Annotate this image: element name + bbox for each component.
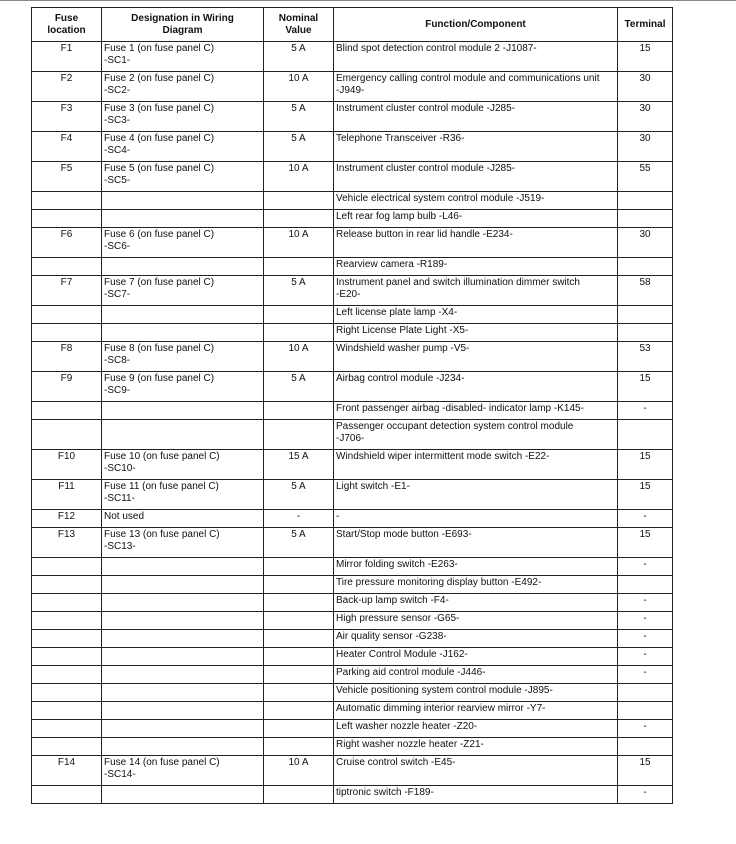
- nominal-value-cell: 10 A: [264, 162, 334, 192]
- function-component-cell: Airbag control module -J234-: [334, 372, 618, 402]
- fuse-table-body: [32, 42, 673, 804]
- terminal-cell: 30: [618, 102, 673, 132]
- table-row: [32, 72, 673, 102]
- header-function-component-text: Function/Component: [425, 18, 526, 30]
- designation-cell: [102, 666, 264, 684]
- terminal-cell: [618, 576, 673, 594]
- fuse-location-cell: F1: [32, 42, 102, 72]
- table-row: [32, 786, 673, 804]
- function-component-cell: tiptronic switch -F189-: [334, 786, 618, 804]
- header-nominal-value: [264, 8, 334, 42]
- nominal-value-cell: [264, 630, 334, 648]
- terminal-cell: 15: [618, 480, 673, 510]
- fuse-location-cell: [32, 306, 102, 324]
- function-component-cell: Parking aid control module -J446-: [334, 666, 618, 684]
- top-rule: [0, 0, 736, 1]
- fuse-location-cell: [32, 648, 102, 666]
- nominal-value-cell: [264, 306, 334, 324]
- terminal-cell: [618, 738, 673, 756]
- table-row: [32, 666, 673, 684]
- nominal-value-cell: [264, 594, 334, 612]
- function-component-cell: Passenger occupant detection system control module -J706-: [334, 420, 618, 450]
- table-row: [32, 630, 673, 648]
- fuse-location-cell: [32, 702, 102, 720]
- fuse-table: [31, 7, 673, 804]
- fuse-location-cell: F3: [32, 102, 102, 132]
- designation-cell: [102, 192, 264, 210]
- terminal-cell: -: [618, 786, 673, 804]
- function-component-cell: Vehicle positioning system control module -J895-: [334, 684, 618, 702]
- nominal-value-cell: 5 A: [264, 276, 334, 306]
- table-row: [32, 576, 673, 594]
- nominal-value-cell: 5 A: [264, 480, 334, 510]
- designation-cell: Fuse 1 (on fuse panel C) -SC1-: [102, 42, 264, 72]
- terminal-cell: [618, 684, 673, 702]
- designation-cell: Fuse 11 (on fuse panel C) -SC11-: [102, 480, 264, 510]
- fuse-location-cell: F2: [32, 72, 102, 102]
- function-component-cell: Instrument panel and switch illumination dimmer switch -E20-: [334, 276, 618, 306]
- terminal-cell: -: [618, 558, 673, 576]
- terminal-cell: -: [618, 402, 673, 420]
- table-row: [32, 420, 673, 450]
- terminal-cell: -: [618, 510, 673, 528]
- nominal-value-cell: [264, 258, 334, 276]
- function-component-cell: Rearview camera -R189-: [334, 258, 618, 276]
- header-designation: [102, 8, 264, 42]
- fuse-location-cell: F9: [32, 372, 102, 402]
- fuse-location-cell: F4: [32, 132, 102, 162]
- terminal-cell: -: [618, 666, 673, 684]
- function-component-cell: Cruise control switch -E45-: [334, 756, 618, 786]
- nominal-value-cell: 10 A: [264, 342, 334, 372]
- table-row: [32, 528, 673, 558]
- table-row: [32, 702, 673, 720]
- terminal-cell: 15: [618, 528, 673, 558]
- nominal-value-cell: [264, 786, 334, 804]
- nominal-value-cell: [264, 192, 334, 210]
- fuse-location-cell: [32, 684, 102, 702]
- terminal-cell: 15: [618, 756, 673, 786]
- function-component-cell: Tire pressure monitoring display button -E492-: [334, 576, 618, 594]
- terminal-cell: 30: [618, 228, 673, 258]
- designation-cell: [102, 210, 264, 228]
- terminal-cell: [618, 192, 673, 210]
- fuse-location-cell: [32, 324, 102, 342]
- fuse-location-cell: F12: [32, 510, 102, 528]
- designation-cell: [102, 786, 264, 804]
- nominal-value-cell: 10 A: [264, 228, 334, 258]
- nominal-value-cell: [264, 420, 334, 450]
- terminal-cell: -: [618, 630, 673, 648]
- function-component-cell: Back-up lamp switch -F4-: [334, 594, 618, 612]
- designation-cell: Not used: [102, 510, 264, 528]
- designation-cell: Fuse 8 (on fuse panel C) -SC8-: [102, 342, 264, 372]
- nominal-value-cell: [264, 720, 334, 738]
- header-fuse-location-text: Fuse location: [47, 12, 86, 36]
- terminal-cell: -: [618, 612, 673, 630]
- fuse-location-cell: [32, 630, 102, 648]
- nominal-value-cell: 5 A: [264, 372, 334, 402]
- designation-cell: Fuse 10 (on fuse panel C) -SC10-: [102, 450, 264, 480]
- nominal-value-cell: -: [264, 510, 334, 528]
- table-row: [32, 684, 673, 702]
- terminal-cell: -: [618, 720, 673, 738]
- fuse-location-cell: [32, 720, 102, 738]
- nominal-value-cell: [264, 666, 334, 684]
- terminal-cell: 30: [618, 132, 673, 162]
- designation-cell: [102, 324, 264, 342]
- table-row: [32, 756, 673, 786]
- designation-cell: [102, 684, 264, 702]
- function-component-cell: Vehicle electrical system control module -J519-: [334, 192, 618, 210]
- function-component-cell: Left rear fog lamp bulb -L46-: [334, 210, 618, 228]
- fuse-location-cell: [32, 558, 102, 576]
- function-component-cell: Start/Stop mode button -E693-: [334, 528, 618, 558]
- nominal-value-cell: [264, 702, 334, 720]
- nominal-value-cell: 5 A: [264, 42, 334, 72]
- designation-cell: [102, 720, 264, 738]
- designation-cell: Fuse 3 (on fuse panel C) -SC3-: [102, 102, 264, 132]
- fuse-location-cell: [32, 738, 102, 756]
- function-component-cell: Heater Control Module -J162-: [334, 648, 618, 666]
- fuse-location-cell: [32, 576, 102, 594]
- designation-cell: [102, 402, 264, 420]
- table-row: [32, 372, 673, 402]
- terminal-cell: [618, 702, 673, 720]
- terminal-cell: [618, 420, 673, 450]
- function-component-cell: Emergency calling control module and communications unit -J949-: [334, 72, 618, 102]
- table-row: [32, 612, 673, 630]
- fuse-location-cell: F8: [32, 342, 102, 372]
- fuse-location-cell: F10: [32, 450, 102, 480]
- function-component-cell: Windshield wiper intermittent mode switch -E22-: [334, 450, 618, 480]
- nominal-value-cell: 5 A: [264, 102, 334, 132]
- fuse-location-cell: [32, 666, 102, 684]
- function-component-cell: High pressure sensor -G65-: [334, 612, 618, 630]
- function-component-cell: Air quality sensor -G238-: [334, 630, 618, 648]
- nominal-value-cell: [264, 402, 334, 420]
- fuse-location-cell: F11: [32, 480, 102, 510]
- header-nominal-value-text: Nominal Value: [278, 12, 319, 36]
- table-row: [32, 42, 673, 72]
- designation-cell: [102, 558, 264, 576]
- designation-cell: [102, 306, 264, 324]
- fuse-location-cell: [32, 210, 102, 228]
- function-component-cell: Telephone Transceiver -R36-: [334, 132, 618, 162]
- table-row: [32, 102, 673, 132]
- designation-cell: [102, 576, 264, 594]
- terminal-cell: [618, 210, 673, 228]
- designation-cell: [102, 612, 264, 630]
- function-component-cell: Instrument cluster control module -J285-: [334, 162, 618, 192]
- nominal-value-cell: [264, 558, 334, 576]
- terminal-cell: 30: [618, 72, 673, 102]
- fuse-location-cell: [32, 402, 102, 420]
- designation-cell: [102, 420, 264, 450]
- terminal-cell: 55: [618, 162, 673, 192]
- nominal-value-cell: [264, 684, 334, 702]
- table-row: [32, 162, 673, 192]
- nominal-value-cell: [264, 210, 334, 228]
- header-fuse-location: [32, 8, 102, 42]
- fuse-location-cell: F6: [32, 228, 102, 258]
- header-terminal: [618, 8, 673, 42]
- table-row: [32, 648, 673, 666]
- table-row: [32, 342, 673, 372]
- designation-cell: Fuse 5 (on fuse panel C) -SC5-: [102, 162, 264, 192]
- terminal-cell: [618, 324, 673, 342]
- nominal-value-cell: 5 A: [264, 132, 334, 162]
- designation-cell: [102, 258, 264, 276]
- designation-cell: [102, 702, 264, 720]
- table-row: [32, 402, 673, 420]
- terminal-cell: 15: [618, 450, 673, 480]
- table-row: [32, 450, 673, 480]
- function-component-cell: Release button in rear lid handle -E234-: [334, 228, 618, 258]
- terminal-cell: 15: [618, 372, 673, 402]
- fuse-location-cell: F5: [32, 162, 102, 192]
- nominal-value-cell: [264, 738, 334, 756]
- table-row: [32, 594, 673, 612]
- table-row: [32, 510, 673, 528]
- nominal-value-cell: [264, 648, 334, 666]
- fuse-location-cell: [32, 786, 102, 804]
- designation-cell: [102, 630, 264, 648]
- terminal-cell: -: [618, 594, 673, 612]
- table-row: [32, 306, 673, 324]
- function-component-cell: Blind spot detection control module 2 -J1087-: [334, 42, 618, 72]
- fuse-location-cell: [32, 594, 102, 612]
- function-component-cell: Right License Plate Light -X5-: [334, 324, 618, 342]
- nominal-value-cell: 5 A: [264, 528, 334, 558]
- fuse-location-cell: F14: [32, 756, 102, 786]
- table-row: [32, 132, 673, 162]
- header-row: [32, 8, 673, 42]
- fuse-location-cell: [32, 420, 102, 450]
- designation-cell: [102, 648, 264, 666]
- nominal-value-cell: [264, 324, 334, 342]
- table-row: [32, 258, 673, 276]
- nominal-value-cell: [264, 612, 334, 630]
- function-component-cell: Left license plate lamp -X4-: [334, 306, 618, 324]
- nominal-value-cell: [264, 576, 334, 594]
- designation-cell: Fuse 13 (on fuse panel C) -SC13-: [102, 528, 264, 558]
- function-component-cell: Front passenger airbag -disabled- indicator lamp -K145-: [334, 402, 618, 420]
- function-component-cell: Windshield washer pump -V5-: [334, 342, 618, 372]
- terminal-cell: [618, 258, 673, 276]
- designation-cell: Fuse 4 (on fuse panel C) -SC4-: [102, 132, 264, 162]
- nominal-value-cell: 10 A: [264, 72, 334, 102]
- function-component-cell: Automatic dimming interior rearview mirror -Y7-: [334, 702, 618, 720]
- table-row: [32, 720, 673, 738]
- table-row: [32, 192, 673, 210]
- function-component-cell: Right washer nozzle heater -Z21-: [334, 738, 618, 756]
- table-row: [32, 738, 673, 756]
- fuse-location-cell: [32, 612, 102, 630]
- terminal-cell: [618, 306, 673, 324]
- designation-cell: [102, 738, 264, 756]
- header-function-component: [334, 8, 618, 42]
- table-row: [32, 480, 673, 510]
- terminal-cell: 53: [618, 342, 673, 372]
- nominal-value-cell: 10 A: [264, 756, 334, 786]
- table-row: [32, 228, 673, 258]
- function-component-cell: Left washer nozzle heater -Z20-: [334, 720, 618, 738]
- fuse-location-cell: [32, 192, 102, 210]
- function-component-cell: -: [334, 510, 618, 528]
- function-component-cell: Light switch -E1-: [334, 480, 618, 510]
- designation-cell: [102, 594, 264, 612]
- terminal-cell: 58: [618, 276, 673, 306]
- header-terminal-text: Terminal: [624, 18, 666, 30]
- designation-cell: Fuse 2 (on fuse panel C) -SC2-: [102, 72, 264, 102]
- table-row: [32, 558, 673, 576]
- table-row: [32, 210, 673, 228]
- table-row: [32, 276, 673, 306]
- fuse-location-cell: [32, 258, 102, 276]
- terminal-cell: 15: [618, 42, 673, 72]
- fuse-location-cell: F7: [32, 276, 102, 306]
- designation-cell: Fuse 9 (on fuse panel C) -SC9-: [102, 372, 264, 402]
- table-row: [32, 324, 673, 342]
- nominal-value-cell: 15 A: [264, 450, 334, 480]
- designation-cell: Fuse 6 (on fuse panel C) -SC6-: [102, 228, 264, 258]
- fuse-location-cell: F13: [32, 528, 102, 558]
- designation-cell: Fuse 14 (on fuse panel C) -SC14-: [102, 756, 264, 786]
- function-component-cell: Mirror folding switch -E263-: [334, 558, 618, 576]
- function-component-cell: Instrument cluster control module -J285-: [334, 102, 618, 132]
- header-designation-text: Designation in Wiring Diagram: [131, 12, 234, 36]
- terminal-cell: -: [618, 648, 673, 666]
- designation-cell: Fuse 7 (on fuse panel C) -SC7-: [102, 276, 264, 306]
